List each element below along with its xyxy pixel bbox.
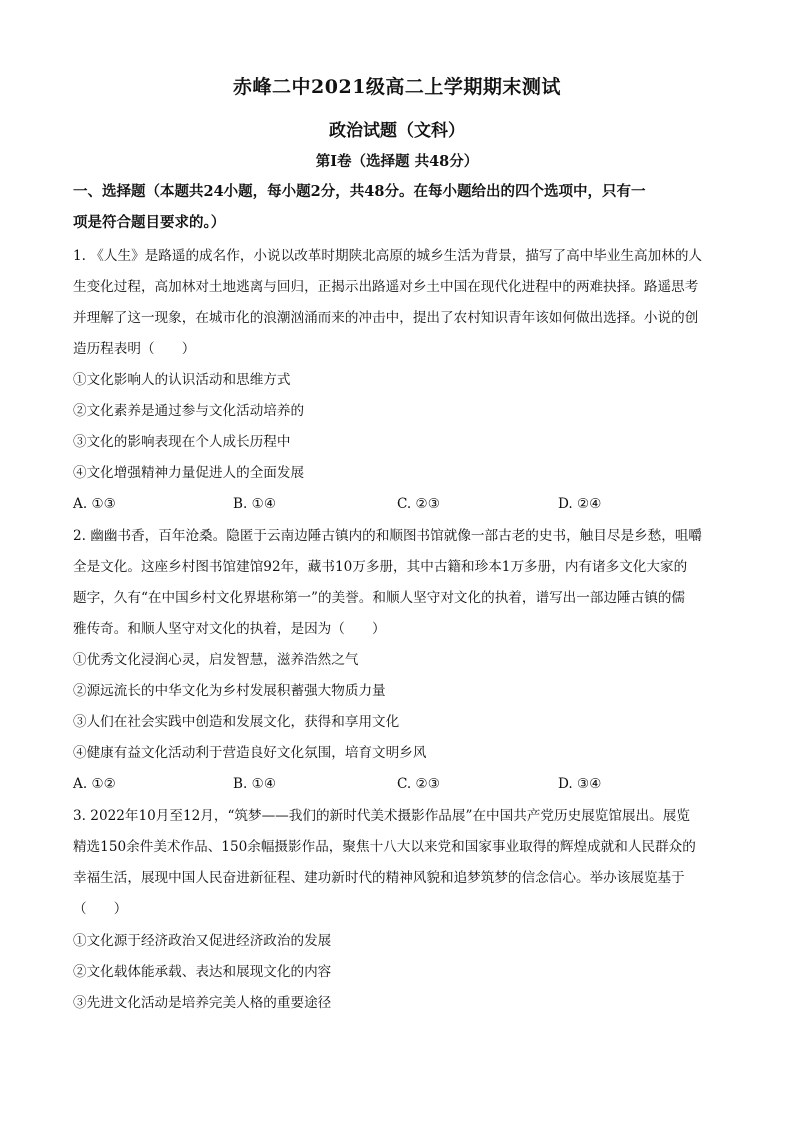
- q2-option-c: C. ②③: [397, 776, 440, 792]
- q2-statement-2: ②源远流长的中华文化为乡村发展积蓄强大物质力量: [73, 683, 386, 699]
- q1-stem-line-4: 造历程表明（ ）: [73, 341, 196, 357]
- q2-option-d: D. ③④: [558, 776, 602, 792]
- q1-option-c: C. ②③: [397, 496, 440, 512]
- section-instructions-line-1: 一、选择题（本题共24小题，每小题2分，共48分。在每小题给出的四个选项中，只有一: [73, 183, 646, 200]
- q3-stem-line-2: 精选150余件美术作品、150余幅摄影作品，聚焦十八大以来党和国家事业取得的辉煌成就和人民群众的: [73, 839, 696, 855]
- q2-stem-line-4: 雅传奇。和顺人坚守对文化的执着，是因为（ ）: [73, 621, 386, 637]
- section-instructions-line-2: 项是符合题目要求的。）: [73, 214, 226, 231]
- volume-title: 第Ⅰ卷（选择题 共48分）: [315, 153, 479, 170]
- school-title: 赤峰二中2021级高二上学期期末测试: [233, 76, 561, 98]
- q3-statement-3: ③先进文化活动是培养完美人格的重要途径: [73, 995, 332, 1011]
- q1-stem-line-3: 并理解了这一现象，在城市化的浪潮汹涌而来的冲击中，提出了农村知识青年该如何做出选择。小说的创: [73, 310, 699, 326]
- q1-option-b: B. ①④: [233, 496, 277, 512]
- q3-statement-2: ②文化载体能承载、表达和展现文化的内容: [73, 964, 332, 980]
- q1-statement-1: ①文化影响人的认识活动和思维方式: [73, 372, 291, 388]
- subject-title: 政治试题（文科）: [329, 121, 465, 141]
- q2-stem-line-3: 题字，久有“在中国乡村文化界堪称第一”的美誉。和顺人坚守对文化的执着，谱写出一部边陲古镇的儒: [73, 590, 686, 606]
- q1-stem-line-1: 1. 《人生》是路遥的成名作，小说以改革时期陕北高原的城乡生活为背景，描写了高中毕业生高加林的人: [73, 248, 703, 264]
- q3-stem-line-1: 3. 2022年10月至12月，“筑梦——我们的新时代美术摄影作品展”在中国共产党历史展览馆展出。展览: [73, 808, 690, 824]
- q2-statement-3: ③人们在社会实践中创造和发展文化，获得和享用文化: [73, 714, 400, 730]
- q2-statement-1: ①优秀文化浸润心灵，启发智慧，滋养浩然之气: [73, 652, 359, 668]
- q3-statement-1: ①文化源于经济政治又促进经济政治的发展: [73, 933, 332, 949]
- q1-option-d: D. ②④: [558, 496, 602, 512]
- q2-stem-line-2: 全是文化。这座乡村图书馆建馆92年，藏书10万多册，其中古籍和珍本1万多册，内有诸多文化大家的: [73, 559, 688, 575]
- q1-statement-3: ③文化的影响表现在个人成长历程中: [73, 434, 291, 450]
- q2-option-b: B. ①④: [233, 776, 277, 792]
- q3-stem-line-4: （ ）: [73, 901, 128, 917]
- q1-stem-line-2: 生变化过程，高加林对土地逃离与回归，正揭示出路遥对乡土中国在现代化进程中的两难抉择。路遥思考: [73, 279, 699, 295]
- q1-option-a: A. ①③: [73, 496, 116, 512]
- q2-statement-4: ④健康有益文化活动利于营造良好文化氛围，培育文明乡风: [73, 745, 427, 761]
- q1-statement-4: ④文化增强精神力量促进人的全面发展: [73, 465, 305, 481]
- q2-stem-line-1: 2. 幽幽书香，百年沧桑。隐匿于云南边陲古镇内的和顺图书馆就像一部古老的史书，触目尽是乡愁，咀嚼: [73, 528, 703, 544]
- q1-statement-2: ②文化素养是通过参与文化活动培养的: [73, 403, 305, 419]
- q2-option-a: A. ①②: [73, 776, 116, 792]
- q3-stem-line-3: 幸福生活，展现中国人民奋进新征程、建功新时代的精神风貌和追梦筑梦的信念信心。举办该展览基于: [73, 870, 685, 886]
